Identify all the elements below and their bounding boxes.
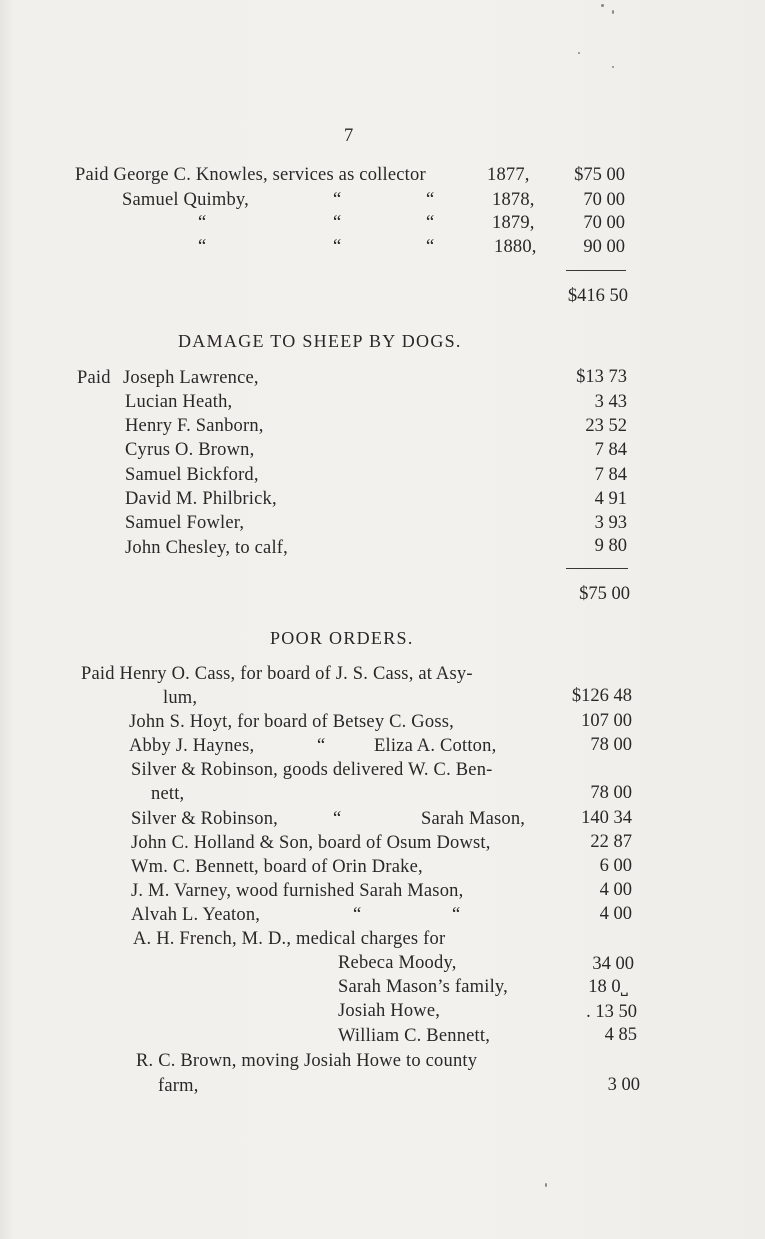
poor-line-7-name: Sarah Mason, bbox=[421, 809, 526, 829]
sheep-paid-label: Paid bbox=[77, 368, 111, 388]
poor-line-9-amount: 6 00 bbox=[599, 856, 632, 876]
poor-line-11-ditto-b: “ bbox=[452, 905, 461, 925]
poor-line-9: Wm. C. Bennett, board of Orin Drake, bbox=[131, 857, 423, 877]
poor-line-7-ditto: “ bbox=[333, 809, 342, 829]
collector-total-rule bbox=[566, 270, 626, 271]
sheep-row-3-amount: 23 52 bbox=[585, 416, 627, 436]
collector-row-4-ditto-b: “ bbox=[426, 237, 435, 257]
sheep-row-5-name: Samuel Bickford, bbox=[125, 465, 259, 485]
sheep-row-5-amount: 7 84 bbox=[594, 465, 627, 485]
poor-orders-heading: POOR ORDERS. bbox=[270, 628, 414, 648]
poor-line-18: farm, bbox=[158, 1076, 199, 1096]
poor-line-11-amount: 4 00 bbox=[599, 904, 632, 924]
poor-line-14: Sarah Mason’s family, bbox=[338, 977, 508, 997]
collector-total: $416 50 bbox=[567, 286, 628, 306]
poor-line-13-amount: 34 00 bbox=[592, 954, 634, 974]
poor-line-4-ditto: “ bbox=[317, 736, 326, 756]
poor-line-12: A. H. French, M. D., medical charges for bbox=[133, 929, 446, 949]
poor-line-5: Silver & Robinson, goods delivered W. C. Ben- bbox=[131, 760, 493, 780]
paper-speck bbox=[612, 66, 614, 68]
poor-line-8-amount: 22 87 bbox=[590, 832, 632, 852]
poor-line-11-ditto-a: “ bbox=[353, 905, 362, 925]
poor-line-7: Silver & Robinson, bbox=[131, 809, 278, 829]
collector-row-2-amount: 70 00 bbox=[583, 190, 625, 210]
collector-row-3-amount: 70 00 bbox=[583, 213, 625, 233]
poor-line-6-amount: 78 00 bbox=[590, 783, 632, 803]
poor-line-11: Alvah L. Yeaton, bbox=[131, 905, 261, 925]
collector-row-1-year: 1877, bbox=[487, 165, 530, 185]
sheep-row-4-name: Cyrus O. Brown, bbox=[125, 440, 255, 460]
sheep-row-8-name: John Chesley, to calf, bbox=[125, 538, 288, 558]
poor-line-17: R. C. Brown, moving Josiah Howe to county bbox=[136, 1051, 478, 1071]
sheep-row-4-amount: 7 84 bbox=[594, 440, 627, 460]
collector-row-4-year: 1880, bbox=[494, 237, 537, 257]
poor-line-3-amount: 107 00 bbox=[581, 711, 632, 731]
poor-line-16-amount: 4 85 bbox=[604, 1025, 637, 1045]
poor-line-16: William C. Bennett, bbox=[338, 1026, 491, 1046]
collector-row-4-ditto-a: “ bbox=[333, 237, 342, 257]
collector-row-2-year: 1878, bbox=[492, 190, 535, 210]
collector-row-1-name: Paid George C. Knowles, services as collector bbox=[75, 165, 426, 185]
collector-row-3-name-ditto: “ bbox=[198, 213, 207, 233]
poor-line-18-amount: 3 00 bbox=[607, 1075, 640, 1095]
sheep-row-7-name: Samuel Fowler, bbox=[125, 513, 245, 533]
poor-line-15: Josiah Howe, bbox=[338, 1001, 441, 1021]
poor-line-2: lum, bbox=[163, 688, 198, 708]
poor-line-13: Rebeca Moody, bbox=[338, 953, 457, 973]
sheep-row-8-amount: 9 80 bbox=[594, 536, 627, 556]
sheep-row-6-amount: 4 91 bbox=[594, 489, 627, 509]
poor-line-8: John C. Holland & Son, board of Osum Dowst, bbox=[131, 833, 491, 853]
sheep-row-2-amount: 3 43 bbox=[594, 392, 627, 412]
collector-row-2-ditto-a: “ bbox=[333, 190, 342, 210]
collector-row-2-ditto-b: “ bbox=[426, 190, 435, 210]
page-number: 7 bbox=[344, 126, 354, 146]
poor-line-15-amount: . 13 50 bbox=[586, 1002, 637, 1022]
sheep-damage-heading: DAMAGE TO SHEEP BY DOGS. bbox=[178, 331, 462, 351]
sheep-total: $75 00 bbox=[579, 584, 630, 604]
collector-row-1-amount: $75 00 bbox=[574, 165, 625, 185]
collector-row-4-amount: 90 00 bbox=[583, 237, 625, 257]
sheep-row-1-name: Joseph Lawrence, bbox=[123, 368, 259, 388]
sheep-total-rule bbox=[566, 568, 628, 569]
collector-row-3-ditto-a: “ bbox=[333, 213, 342, 233]
poor-line-4-name: Eliza A. Cotton, bbox=[374, 736, 497, 756]
poor-line-14-amount: 18 0˽ bbox=[588, 977, 628, 997]
collector-row-4-name-ditto: “ bbox=[198, 237, 207, 257]
poor-line-4: Abby J. Haynes, bbox=[129, 736, 255, 756]
sheep-row-7-amount: 3 93 bbox=[594, 513, 627, 533]
poor-line-10: J. M. Varney, wood furnished Sarah Mason, bbox=[131, 881, 464, 901]
poor-line-6: nett, bbox=[151, 784, 185, 804]
sheep-row-3-name: Henry F. Sanborn, bbox=[125, 416, 264, 436]
poor-line-4-amount: 78 00 bbox=[590, 735, 632, 755]
paper-speck bbox=[612, 10, 614, 14]
paper-speck bbox=[578, 52, 580, 54]
sheep-row-2-name: Lucian Heath, bbox=[125, 392, 233, 412]
paper-speck bbox=[601, 4, 604, 7]
poor-line-3: John S. Hoyt, for board of Betsey C. Goss, bbox=[129, 712, 454, 732]
sheep-row-1-amount: $13 73 bbox=[576, 367, 627, 387]
poor-line-2-amount: $126 48 bbox=[571, 686, 632, 706]
collector-row-3-year: 1879, bbox=[492, 213, 535, 233]
poor-line-7-amount: 140 34 bbox=[581, 808, 632, 828]
poor-line-1: Paid Henry O. Cass, for board of J. S. Cass, at Asy- bbox=[81, 664, 473, 684]
poor-line-10-amount: 4 00 bbox=[599, 880, 632, 900]
collector-row-3-ditto-b: “ bbox=[426, 213, 435, 233]
paper-speck bbox=[545, 1183, 547, 1187]
collector-row-2-name: Samuel Quimby, bbox=[122, 190, 249, 210]
sheep-row-6-name: David M. Philbrick, bbox=[125, 489, 277, 509]
